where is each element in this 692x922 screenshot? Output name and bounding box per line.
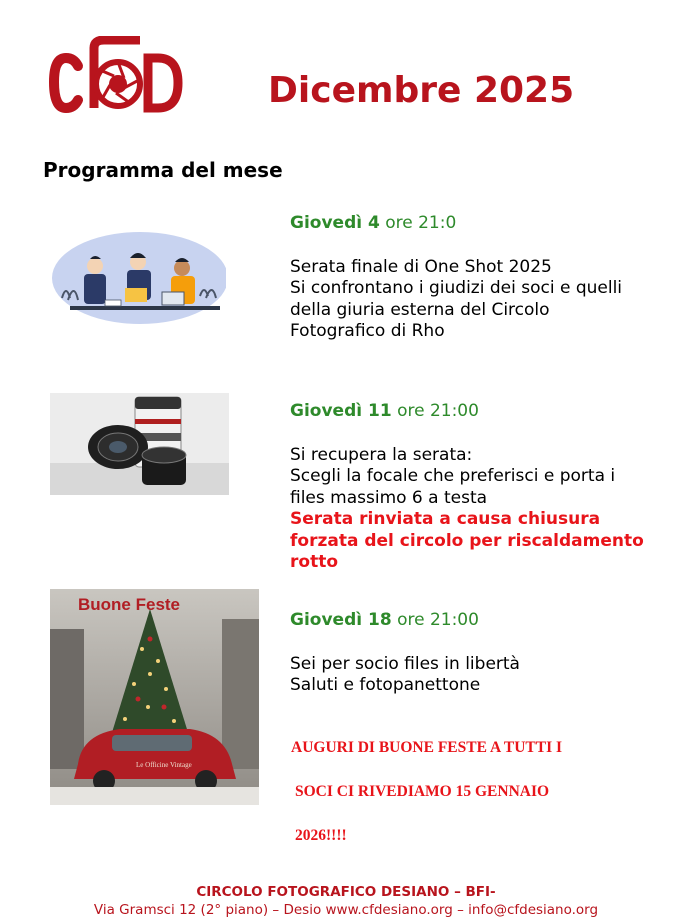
event-alert-line: forzata del circolo per riscaldamento bbox=[290, 530, 644, 551]
section-title: Programma del mese bbox=[43, 158, 283, 182]
buone-feste-title: Buone Feste bbox=[78, 595, 181, 614]
event-line: della giuria esterna del Circolo bbox=[290, 299, 550, 320]
event-line: Saluti e fotopanettone bbox=[290, 675, 481, 695]
event-item bbox=[290, 213, 682, 343]
event-line: Serata finale di One Shot 2025 bbox=[290, 256, 552, 277]
meeting-illustration bbox=[50, 226, 226, 326]
event-alert-line: rotto bbox=[290, 552, 338, 572]
event-alert-line: Serata rinviata a causa chiusura bbox=[290, 509, 601, 529]
event-description bbox=[290, 257, 682, 343]
footer-contact: Via Gramsci 12 (2° piano) – Desio www.cfdesiano.org – info@cfdesiano.org bbox=[93, 902, 599, 918]
cfd-logo-graphic bbox=[44, 36, 184, 118]
event-item bbox=[290, 610, 682, 697]
event-time: ore 21:0 bbox=[385, 213, 457, 233]
event-line: Sei per socio files in libertà bbox=[290, 653, 520, 674]
event-date bbox=[290, 213, 682, 235]
club-logo bbox=[44, 36, 184, 118]
event-line: Si recupera la serata: bbox=[290, 444, 473, 465]
event-date bbox=[290, 610, 682, 632]
event-date bbox=[290, 401, 682, 423]
event-day: Giovedì 18 bbox=[290, 610, 392, 630]
event-day: Giovedì 11 bbox=[290, 401, 392, 421]
buone-feste-caption: Le Officine Vintage bbox=[136, 761, 192, 769]
event-line: Scegli la focale che preferisci e porta i bbox=[290, 466, 616, 486]
camera-lenses-photo bbox=[50, 393, 229, 495]
buone-feste-card bbox=[50, 589, 259, 805]
event-time: ore 21:00 bbox=[397, 610, 479, 630]
greeting-line: 2026!!!! bbox=[295, 827, 347, 844]
event-day: Giovedì 4 bbox=[290, 213, 380, 233]
footer-club-name: CIRCOLO FOTOGRAFICO DESIANO – BFI- bbox=[196, 884, 496, 900]
event-item bbox=[290, 401, 682, 574]
page-title: Dicembre 2025 bbox=[268, 70, 575, 111]
event-time: ore 21:00 bbox=[397, 401, 479, 421]
greeting-line: SOCI CI RIVEDIAMO 15 GENNAIO bbox=[295, 783, 550, 800]
event-line: Si confrontano i giudizi dei soci e quelli bbox=[290, 278, 623, 298]
event-line: Fotografico di Rho bbox=[290, 321, 445, 341]
event-description bbox=[290, 654, 682, 697]
event-description bbox=[290, 445, 682, 574]
event-line: files massimo 6 a testa bbox=[290, 487, 488, 508]
greeting-line: AUGURI DI BUONE FESTE A TUTTI I bbox=[291, 739, 563, 756]
